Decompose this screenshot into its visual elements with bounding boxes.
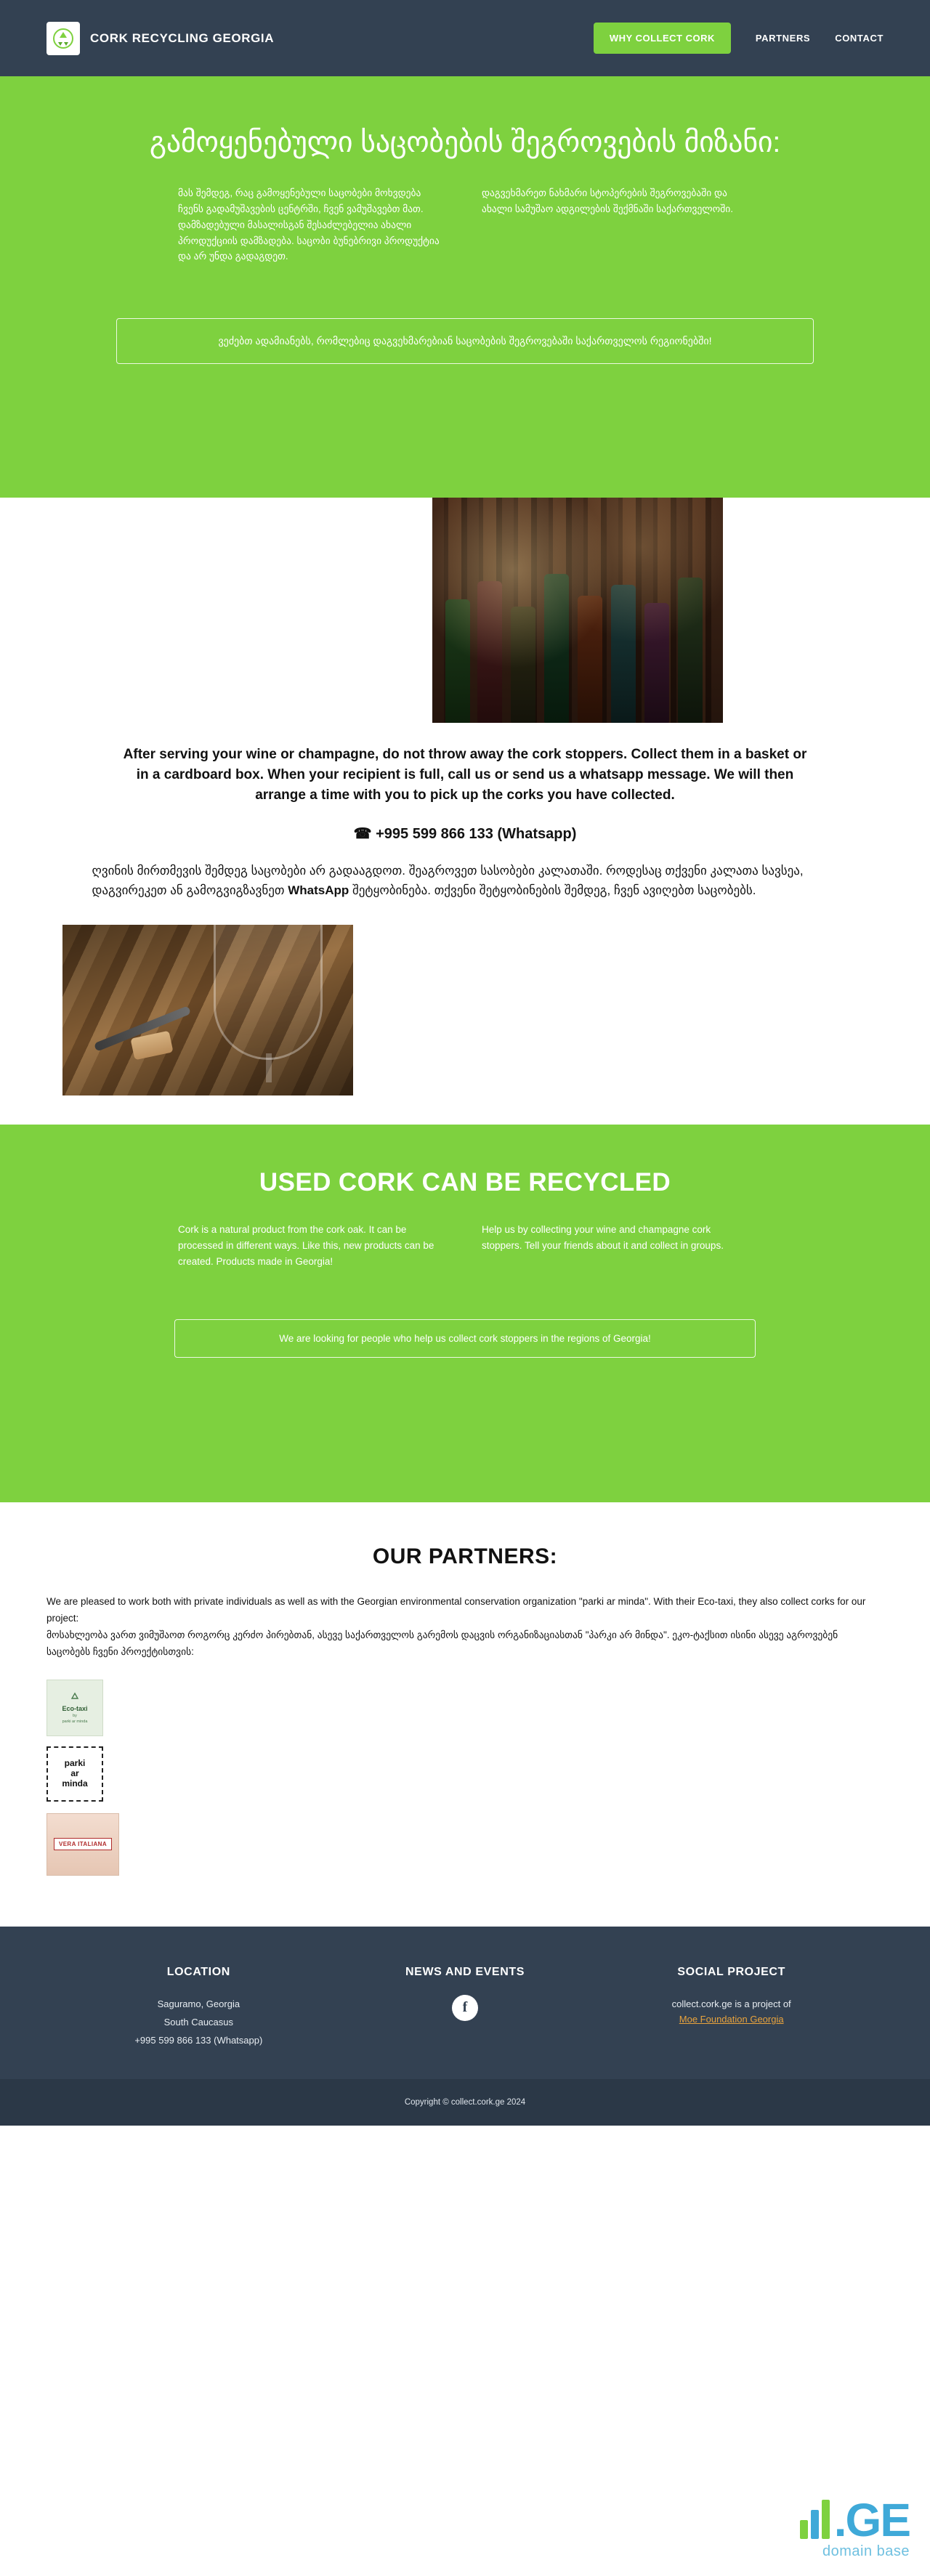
vera-italiana-label: VERA ITALIANA bbox=[54, 1838, 112, 1850]
nav-cta-why-collect-cork[interactable]: WHY COLLECT CORK bbox=[594, 23, 731, 54]
brand[interactable] bbox=[46, 22, 274, 55]
recycle-callout-box: We are looking for people who help us collect cork stoppers in the regions of Georgia! bbox=[174, 1319, 756, 1358]
whatsapp-label: WhatsApp bbox=[288, 883, 349, 897]
footer-heading-social-project: SOCIAL PROJECT bbox=[677, 1965, 785, 1978]
recycle-col-right: Help us by collecting your wine and champagne cork stoppers. Tell your friends about it and collect in groups. bbox=[482, 1224, 724, 1251]
info-georgian-paragraph bbox=[46, 862, 885, 900]
ka-text-part-2: შეტყობინება. თქვენი შეტყობინების შემდეგ, ჩვენ ავიღებთ საცობებს. bbox=[349, 883, 756, 897]
parki-label-3: minda bbox=[62, 1778, 88, 1789]
hero-col-left: მას შემდეგ, რაც გამოყენებული საცობები მოხვდება ჩვენს გადამუშავების ცენტრში, ჩვენ ვამუშავებთ მათ. დამზადებული მასალისგან შესაძლებელია ახალი პროდუქციის დამზადება. საცობი ბუნებრივი პროდუქტია და არ უნდა გადაგდეთ. bbox=[178, 187, 440, 262]
parki-ar-minda-logo[interactable] bbox=[46, 1746, 103, 1802]
recycle-triangle-icon bbox=[68, 1692, 82, 1704]
contact-phone: ☎ +995 599 866 133 (Whatsapp) bbox=[353, 826, 577, 843]
copyright-bar: Copyright © collect.cork.ge 2024 bbox=[0, 2079, 930, 2126]
recycle-columns bbox=[178, 1222, 752, 1270]
footer-location-line-3: +995 599 866 133 (Whatsapp) bbox=[134, 2035, 263, 2046]
footer-col-location bbox=[65, 1966, 332, 2050]
recycle-col-left: Cork is a natural product from the cork oak. It can be processed in different ways. Like this, new products can be created. Products made in Georgia! bbox=[178, 1224, 434, 1267]
vera-italiana-logo[interactable] bbox=[46, 1813, 119, 1876]
brand-name: CORK RECYCLING GEORGIA bbox=[90, 31, 275, 45]
watermark-subtitle: domain base bbox=[822, 2543, 910, 2559]
nav-link-contact[interactable]: CONTACT bbox=[835, 33, 884, 44]
ka-text-part-1: ღვინის მირთმევის შემდეგ საცობები არ გადააგდოთ. შეაგროვეთ სასობები კალათაში. როდესაც თქვენი კალათა სავსეა, დაგვირეკეთ ან გამოგვიგზავნეთ bbox=[92, 864, 804, 897]
info-section bbox=[0, 498, 930, 1125]
hero-section bbox=[0, 76, 930, 498]
eco-taxi-label-3: parki ar minda bbox=[62, 1719, 88, 1724]
recycle-section bbox=[0, 1125, 930, 1502]
footer-location-line-1: Saguramo, Georgia bbox=[157, 1998, 240, 2009]
parki-label-2: ar bbox=[70, 1767, 79, 1778]
eco-taxi-label-1: Eco-taxi bbox=[62, 1704, 88, 1712]
facebook-icon[interactable]: f bbox=[452, 1995, 478, 2021]
info-lead-paragraph: After serving your wine or champagne, do not throw away the cork stoppers. Collect them in a basket or in a cardboard box. When your recipient is full, call us or send us a whatsapp message. We will then arrange a time with you to pick up the corks you have collected. bbox=[123, 747, 807, 803]
partners-paragraph-ka: მოსახლეობა ვართ ვიმუშაოთ როგორც კერძო პირებთან, ასევე საქართველოს გარემოს დაცვის ორგანიზაციასთან "პარკი არ მინდა". ეკო-ტაქსით ისინი ასევე აგროვებენ საცობებს ჩვენი პროექტისთვის: bbox=[46, 1629, 838, 1657]
parki-label-1: parki bbox=[64, 1758, 86, 1769]
hero-callout-box: ვეძებთ ადამიანებს, რომლებიც დაგვეხმარებიან საცობების შეგროვებაში საქართველოს რეგიონებში! bbox=[116, 318, 814, 364]
partners-title: OUR PARTNERS: bbox=[372, 1544, 558, 1569]
footer-link-moe-foundation[interactable]: Moe Foundation Georgia bbox=[679, 2014, 784, 2025]
main-nav bbox=[594, 23, 884, 54]
corkscrew-and-cork-photo bbox=[62, 925, 353, 1095]
eco-taxi-label-2: by bbox=[73, 1713, 77, 1718]
site-header bbox=[0, 0, 930, 76]
footer-col-social-project bbox=[598, 1966, 865, 2050]
hero-col-right: დაგვეხმარეთ ნახმარი სტოპერების შეგროვებაში და ახალი სამუშაო ადგილების შექმნაში საქართველოში. bbox=[482, 187, 734, 214]
site-footer bbox=[0, 1927, 930, 2079]
eco-taxi-logo[interactable] bbox=[46, 1680, 103, 1736]
footer-location-line-2: South Caucasus bbox=[163, 2017, 234, 2028]
partners-section bbox=[0, 1502, 930, 1927]
hero-columns bbox=[178, 185, 752, 264]
footer-heading-location: LOCATION bbox=[166, 1965, 230, 1978]
footer-columns bbox=[65, 1966, 865, 2050]
footer-project-line: collect.cork.ge is a project of bbox=[671, 1998, 791, 2009]
watermark-bars-icon bbox=[800, 2500, 830, 2539]
partners-paragraph-en: We are pleased to work both with private individuals as well as with the Georgian environmental conservation organization "parki ar minda". With their Eco-taxi, they also collect corks for our project: bbox=[46, 1596, 866, 1624]
recycle-title: USED CORK CAN BE RECYCLED bbox=[259, 1168, 671, 1197]
nav-link-partners[interactable]: PARTNERS bbox=[755, 33, 811, 44]
partner-logos bbox=[46, 1680, 884, 1876]
wine-bottles-photo bbox=[432, 498, 723, 723]
footer-col-news bbox=[332, 1966, 599, 2050]
footer-heading-news: NEWS AND EVENTS bbox=[405, 1965, 525, 1978]
watermark-text: .GE bbox=[833, 2493, 910, 2546]
watermark bbox=[800, 2493, 910, 2560]
recycle-leaf-icon bbox=[46, 22, 80, 55]
hero-title: გამოყენებული საცობების შეგროვების მიზანი: bbox=[149, 126, 781, 158]
